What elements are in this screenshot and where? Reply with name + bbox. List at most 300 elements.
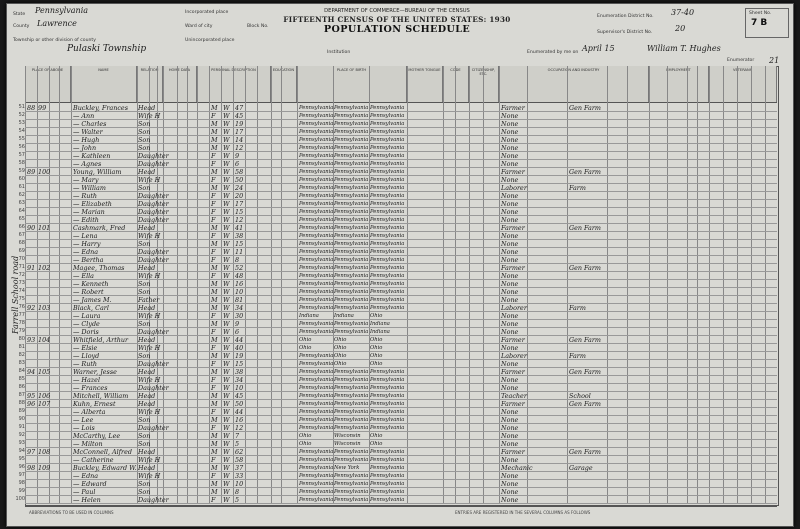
race: W [223,183,230,192]
sex: F [211,343,216,352]
sex: M [211,391,218,400]
sex: F [211,495,216,504]
race: W [223,447,230,456]
ed-label: Enumeration District No. [597,14,654,19]
relation: Wife H [138,407,161,416]
department-line: DEPARTMENT OF COMMERCE—BUREAU OF THE CENSUS [324,8,470,14]
line-number: 93 [18,439,25,446]
mother-birthplace: Ohio [370,352,383,359]
race: W [223,319,230,328]
race: W [223,239,230,248]
person-name: — Lena [73,231,98,240]
race: W [223,119,230,128]
person-name: — Elsie [73,343,98,352]
father-birthplace: Pennsylvania [334,272,369,279]
relation: Head [138,223,156,232]
person-name: — Catherine [73,455,114,464]
relation: Son [138,351,151,360]
relation: Son [138,119,151,128]
birthplace: Pennsylvania [299,352,334,359]
race: W [223,111,230,120]
father-birthplace: Pennsylvania [334,448,369,455]
sex: F [211,175,216,184]
line-number: 82 [18,351,25,358]
race: W [223,231,230,240]
person-name: Whitfield, Arthur [73,335,129,344]
person-name: — Kathleen [73,151,111,160]
enumerator-name: William T. Hughes [647,44,721,53]
father-birthplace: Pennsylvania [334,256,369,263]
sex: F [211,151,216,160]
age: 6 [235,327,240,336]
occupation: None [501,111,519,120]
age: 58 [235,167,244,176]
line-number: 54 [18,127,25,134]
birthplace: Pennsylvania [299,392,334,399]
line-number: 56 [18,143,25,150]
incorporated-label: Incorporated place [185,10,229,15]
mother-birthplace: Pennsylvania [370,408,405,415]
relation: Daughter [138,191,169,200]
person-name: Magee, Thomas [73,263,125,272]
line-number: 88 [18,399,25,406]
age: 15 [235,207,244,216]
occupation: Farmer [501,335,525,344]
family-number: 101 [38,223,51,232]
person-name: — William [73,183,106,192]
dwelling-number: 96 [27,399,36,408]
father-birthplace: Pennsylvania [334,456,369,463]
family-number: 106 [38,391,51,400]
father-birthplace: Pennsylvania [334,184,369,191]
occupation: Farmer [501,399,525,408]
family-number: 100 [38,167,51,176]
industry: Gen Farm [569,167,601,176]
schedule-title: POPULATION SCHEDULE [323,24,471,35]
race: W [223,135,230,144]
race: W [223,295,230,304]
mother-birthplace: Pennsylvania [370,168,405,175]
sex: F [211,407,216,416]
sex: M [211,135,218,144]
family-number: 107 [38,399,51,408]
birthplace: Pennsylvania [299,472,334,479]
family-number: 105 [38,367,51,376]
birthplace: Pennsylvania [299,248,334,255]
column-header: EDUCATION [271,66,297,102]
age: 33 [235,471,244,480]
sex: M [211,447,218,456]
occupation: None [501,431,519,440]
relation: Wife H [138,175,161,184]
father-birthplace: Pennsylvania [334,128,369,135]
occupation: None [501,311,519,320]
occupation: None [501,295,519,304]
race: W [223,279,230,288]
line-number: 94 [18,447,25,454]
age: 15 [235,359,244,368]
sex: F [211,471,216,480]
birthplace: Pennsylvania [299,208,334,215]
father-birthplace: Wisconsin [334,432,361,439]
father-birthplace: Pennsylvania [334,296,369,303]
line-number: 65 [18,215,25,222]
industry: Garage [569,463,593,472]
father-birthplace: Pennsylvania [334,160,369,167]
person-name: — Agnes [73,159,102,168]
father-birthplace: Pennsylvania [334,408,369,415]
person-name: — Lois [73,423,95,432]
page-corner-number: 21 [769,56,780,65]
age: 45 [235,391,244,400]
father-birthplace: Pennsylvania [334,208,369,215]
age: 12 [235,215,244,224]
dwelling-number: 97 [27,447,36,456]
age: 5 [235,439,240,448]
mother-birthplace: Pennsylvania [370,184,405,191]
relation: Father [138,295,160,304]
sex: F [211,327,216,336]
sex: F [211,207,216,216]
occupation: None [501,279,519,288]
occupation: None [501,455,519,464]
age: 17 [235,199,244,208]
person-name: — Ella [73,271,94,280]
footer-right: ENTRIES ARE REGISTERED IN THE SEVERAL COLUMNS AS FOLLOWS [455,510,591,515]
sex: M [211,239,218,248]
father-birthplace: Pennsylvania [334,480,369,487]
line-number: 75 [18,295,25,302]
occupation: Farmer [501,447,525,456]
line-number: 81 [18,343,25,350]
mother-birthplace: Ohio [370,344,383,351]
person-name: — Robert [73,287,104,296]
line-number: 83 [18,359,25,366]
birthplace: Pennsylvania [299,480,334,487]
line-number: 78 [18,319,25,326]
dwelling-number: 95 [27,391,36,400]
father-birthplace: Pennsylvania [334,328,369,335]
line-number: 87 [18,391,25,398]
occupation: None [501,439,519,448]
age: 10 [235,287,244,296]
family-number: 104 [38,335,51,344]
relation: Wife H [138,311,161,320]
line-number: 52 [18,111,25,118]
column-header: HOME DATA [163,66,197,102]
occupation: None [501,159,519,168]
mother-birthplace: Pennsylvania [370,456,405,463]
age: 30 [235,311,244,320]
dwelling-number: 89 [27,167,36,176]
birthplace: Pennsylvania [299,280,334,287]
birthplace: Pennsylvania [299,408,334,415]
line-number: 61 [18,183,25,190]
institution-label: Institution [327,50,351,55]
birthplace: Pennsylvania [299,216,334,223]
relation: Wife H [138,343,161,352]
mother-birthplace: Pennsylvania [370,248,405,255]
father-birthplace: New York [334,464,360,471]
occupation: Laborer [501,183,527,192]
race: W [223,367,230,376]
father-birthplace: Ohio [334,344,347,351]
person-name: — Mary [73,175,99,184]
father-birthplace: Pennsylvania [334,392,369,399]
column-header: PLACE OF ABODE [25,66,71,102]
person-name: — Doris [73,327,99,336]
occupation: None [501,383,519,392]
birthplace: Pennsylvania [299,184,334,191]
sex: M [211,183,218,192]
supervisor-value: 20 [675,24,686,33]
birthplace: Pennsylvania [299,152,334,159]
race: W [223,103,230,112]
sex: M [211,463,218,472]
sex: F [211,159,216,168]
father-birthplace: Pennsylvania [334,192,369,199]
mother-birthplace: Pennsylvania [370,104,405,111]
sex: M [211,431,218,440]
age: 50 [235,175,244,184]
person-name: — Helen [73,495,101,504]
mother-birthplace: Pennsylvania [370,200,405,207]
person-name: Warner, Jesse [73,367,117,376]
age: 10 [235,383,244,392]
father-birthplace: Pennsylvania [334,368,369,375]
line-number: 90 [18,415,25,422]
occupation: None [501,495,519,504]
column-header: CODE [443,66,469,102]
age: 44 [235,407,244,416]
industry: Gen Farm [569,447,601,456]
line-number: 84 [18,367,25,374]
mother-birthplace: Pennsylvania [370,480,405,487]
race: W [223,343,230,352]
sex: M [211,287,218,296]
age: 40 [235,343,244,352]
race: W [223,303,230,312]
birthplace: Pennsylvania [299,112,334,119]
age: 20 [235,191,244,200]
mother-birthplace: Pennsylvania [370,288,405,295]
relation: Head [138,263,156,272]
age: 45 [235,111,244,120]
age: 9 [235,151,240,160]
sex: M [211,479,218,488]
enumerated-date: April 15 [582,44,615,53]
relation: Daughter [138,151,169,160]
line-number: 59 [18,167,25,174]
column-header: PLACE OF BIRTH [297,66,407,102]
person-name: Mitchell, William [73,391,129,400]
relation: Daughter [138,207,169,216]
sheet-value: 7 [751,18,758,28]
dwelling-number: 92 [27,303,36,312]
relation: Son [138,319,151,328]
relation: Wife H [138,111,161,120]
race: W [223,359,230,368]
sex: M [211,319,218,328]
industry: Gen Farm [569,399,601,408]
relation: Daughter [138,215,169,224]
person-name: — Bertha [73,255,104,264]
person-name: — Ruth [73,191,98,200]
age: 8 [235,487,240,496]
family-number: 109 [38,463,51,472]
occupation: None [501,359,519,368]
birthplace: Pennsylvania [299,176,334,183]
person-name: — Ruth [73,359,98,368]
mother-birthplace: Pennsylvania [370,488,405,495]
father-birthplace: Ohio [334,352,347,359]
occupation: None [501,407,519,416]
person-name: Cashmark, Fred [73,223,126,232]
sex: F [211,191,216,200]
birthplace: Pennsylvania [299,232,334,239]
race: W [223,335,230,344]
person-name: — Lloyd [73,351,100,360]
birthplace: Ohio [299,344,312,351]
age: 24 [235,183,244,192]
relation: Wife H [138,471,161,480]
age: 16 [235,279,244,288]
age: 17 [235,127,244,136]
occupation: None [501,191,519,200]
person-name: — Elizabeth [73,199,112,208]
relation: Son [138,135,151,144]
footer [25,506,777,523]
column-header: MOTHER TONGUE [407,66,443,102]
father-birthplace: Pennsylvania [334,104,369,111]
birthplace: Pennsylvania [299,240,334,247]
birthplace: Pennsylvania [299,144,334,151]
line-number: 92 [18,431,25,438]
relation: Head [138,447,156,456]
race: W [223,415,230,424]
person-name: — Harry [73,239,101,248]
mother-birthplace: Pennsylvania [370,304,405,311]
occupation: None [501,127,519,136]
industry: Farm [569,303,586,312]
sex: F [211,383,216,392]
father-birthplace: Pennsylvania [334,120,369,127]
race: W [223,271,230,280]
age: 6 [235,159,240,168]
mother-birthplace: Ohio [370,360,383,367]
person-name: — Paul [73,487,96,496]
census-sheet [6,3,794,527]
relation: Son [138,287,151,296]
age: 81 [235,295,244,304]
state-value: Pennsylvania [35,6,89,15]
age: 62 [235,447,244,456]
footer-left: ABBREVIATIONS TO BE USED IN COLUMNS [29,510,114,515]
state-label: State [13,12,26,17]
relation: Son [138,143,151,152]
birthplace: Pennsylvania [299,384,334,391]
race: W [223,351,230,360]
relation: Head [138,103,156,112]
age: 52 [235,263,244,272]
race: W [223,311,230,320]
father-birthplace: Pennsylvania [334,280,369,287]
relation: Head [138,167,156,176]
occupation: None [501,255,519,264]
birthplace: Pennsylvania [299,192,334,199]
person-name: — Kenneth [73,279,109,288]
birthplace: Pennsylvania [299,256,334,263]
birthplace: Pennsylvania [299,376,334,383]
mother-birthplace: Pennsylvania [370,272,405,279]
mother-birthplace: Pennsylvania [370,472,405,479]
birthplace: Ohio [299,440,312,447]
sex: F [211,247,216,256]
mother-birthplace: Pennsylvania [370,160,405,167]
occupation: None [501,287,519,296]
age: 38 [235,231,244,240]
line-number: 100 [15,495,25,502]
sex: F [211,375,216,384]
birthplace: Pennsylvania [299,264,334,271]
relation: Head [138,391,156,400]
occupation: None [501,135,519,144]
person-name: — Ann [73,111,95,120]
person-name: McCarthy, Lee [73,431,121,440]
birthplace: Pennsylvania [299,464,334,471]
birthplace: Indiana [299,312,319,319]
relation: Head [138,335,156,344]
person-name: — Clyde [73,319,100,328]
sex: F [211,231,216,240]
mother-birthplace: Pennsylvania [370,376,405,383]
father-birthplace: Pennsylvania [334,136,369,143]
father-birthplace: Ohio [334,360,347,367]
occupation: Farmer [501,223,525,232]
sex: M [211,399,218,408]
sheet-side: B [760,18,768,28]
relation: Wife H [138,231,161,240]
person-name: — Laura [73,311,101,320]
line-number: 67 [18,231,25,238]
occupation: Farmer [501,367,525,376]
person-name: Buckley, Edward W. [73,463,137,472]
birthplace: Pennsylvania [299,456,334,463]
father-birthplace: Pennsylvania [334,496,369,503]
age: 12 [235,423,244,432]
line-number: 51 [18,103,25,110]
county-value: Lawrence [37,19,77,28]
relation: Daughter [138,255,169,264]
father-birthplace: Pennsylvania [334,200,369,207]
mother-birthplace: Pennsylvania [370,208,405,215]
father-birthplace: Pennsylvania [334,400,369,407]
father-birthplace: Pennsylvania [334,304,369,311]
occupation: Laborer [501,303,527,312]
column-header: PERSONAL DESCRIPTION [197,66,271,102]
dwelling-number: 90 [27,223,36,232]
line-number: 57 [18,151,25,158]
relation: Daughter [138,383,169,392]
occupation: None [501,423,519,432]
relation: Son [138,127,151,136]
age: 15 [235,239,244,248]
mother-birthplace: Pennsylvania [370,384,405,391]
occupation: None [501,239,519,248]
line-number: 89 [18,407,25,414]
birthplace: Pennsylvania [299,368,334,375]
mother-birthplace: Pennsylvania [370,416,405,423]
